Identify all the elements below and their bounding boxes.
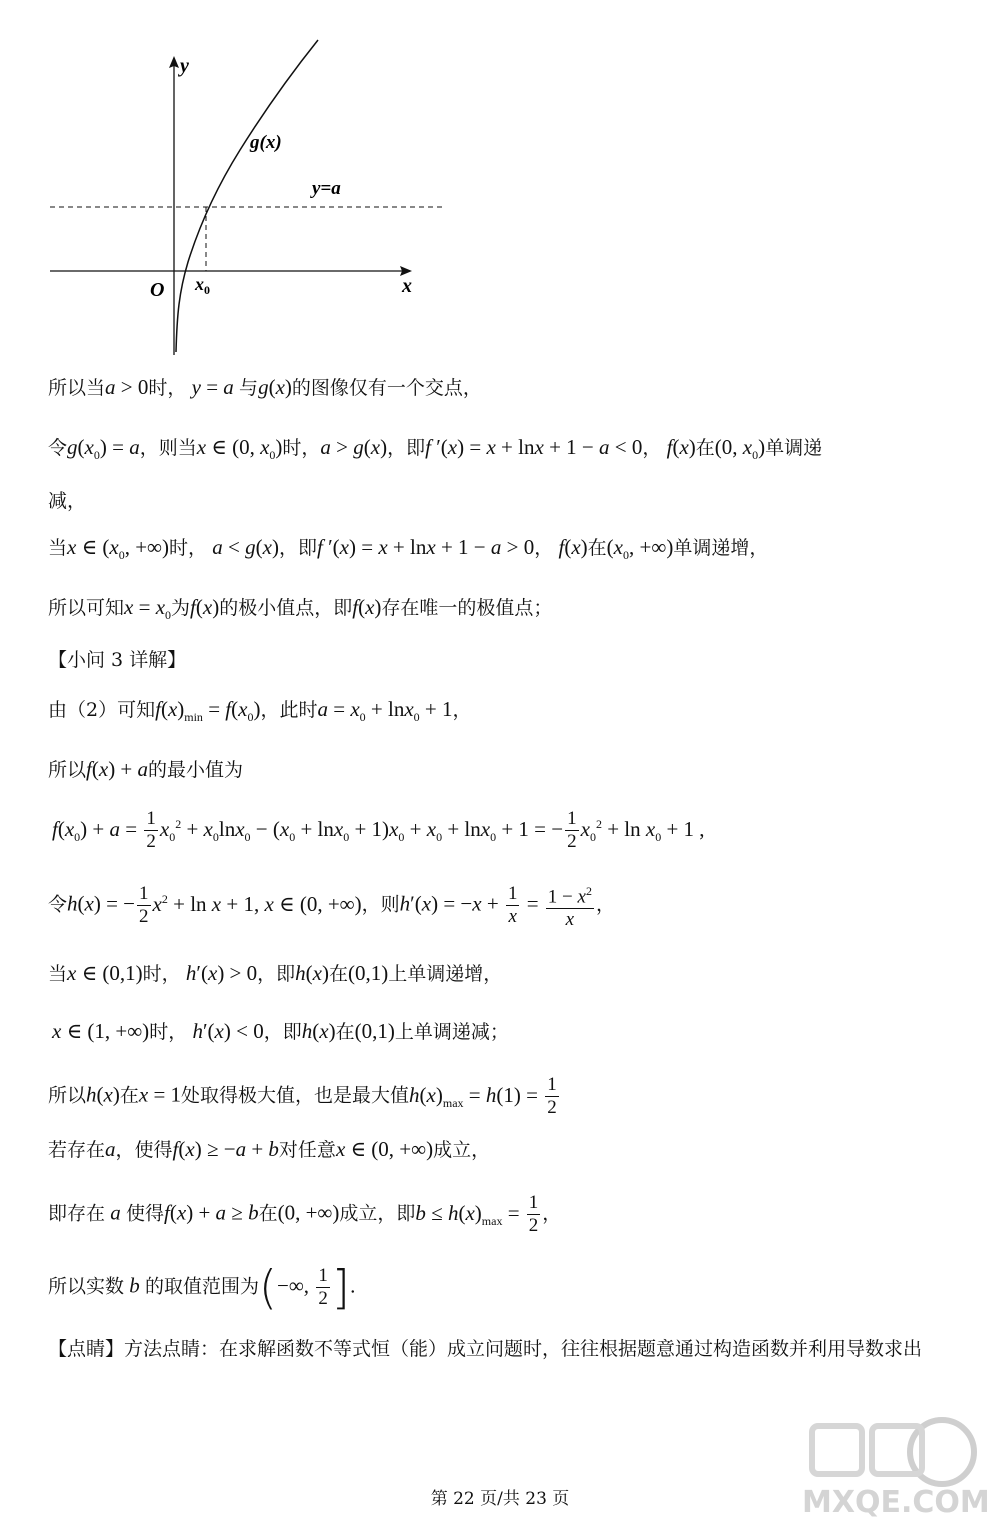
x-axis-label: x	[402, 275, 412, 297]
text-line-5: 所以可知$x = x_0$为f(x)的极小值点，即f(x)存在唯一的极值点；	[48, 595, 553, 623]
function-graph	[40, 30, 460, 360]
text-line-11: 当x ∈ (0,1)时， h′(x) > 0，即h(x)在(0,1)上单调递增，	[48, 961, 503, 985]
curve-g	[176, 40, 318, 352]
watermark-text: MXQE.COM	[802, 1485, 990, 1520]
text-line-1: 所以当a > 0时， y = a 与g(x)的图像仅有一个交点，	[48, 375, 482, 399]
text-line-15: 即存在 a 使得f(x) + a ≥ b在(0, +∞)成立，即$b \le h(x)_{max}$ = $\frac{1}{2}$ ，	[48, 1192, 562, 1236]
watermark-logo	[792, 1412, 992, 1522]
text-line-8: 所以f(x) + a的最小值为	[48, 757, 244, 781]
text-line-14: 若存在a，使得f(x) ≥ −a + b对任意x ∈ (0, +∞)成立，	[48, 1137, 491, 1161]
formula-min-value: $f(x_0) + a$ = $\frac{1}{2}$ $x_0^2 + x_0\ln x_0 - (x_0 + \ln x_0 + 1)x_0 + x_0 + \ln x_0 + 1$ = − $\frac{1}{2}$ $x_0^2 + \ln x_0 + 1$ ,	[52, 808, 705, 852]
text-line-16: 所以实数 b 的取值范围为(−∞, $\frac{1}{2}$ ].	[48, 1260, 356, 1315]
text-line-10: 令h(x) = − $\frac{1}{2}$ $x^2 + \ln x + 1$, x ∈ (0, +∞)，则h′(x) = −x + $\frac{1}{x}$ = $\frac{1 - x^2}{x}$ ，	[48, 880, 615, 931]
x0-label-sub: 0	[204, 283, 210, 297]
text-line-2: 令$g(x_0) = a$，则当x ∈ (0, $x_0$)时，a > g(x)，即f ′(x) = x + lnx + 1 − a < 0， f(x)在(0, $x_0$)单调递	[48, 435, 823, 463]
page-number: 第 22 页/共 23 页	[430, 1489, 570, 1509]
text-line-7: 由（2）可知$f(x)_{min} = f(x_0)$，此时$a = x_0 + \ln x_0 + 1$，	[48, 697, 472, 725]
section-heading: 【小问 3 详解】	[48, 649, 187, 671]
curve-label: g(x)	[250, 132, 282, 153]
line-label: y=a	[312, 178, 341, 199]
watermark-block-1	[812, 1426, 862, 1474]
text-line-4: 当x ∈ ($x_0$, +∞)时， a < g(x)，即f ′(x) = x + lnx + 1 − a > 0， f(x)在($x_0$, +∞)单调递增，	[48, 535, 769, 563]
text-line-13: 所以h(x)在x = 1处取得极大值，也是最大值$h(x)_{max} = h(1)$ = $\frac{1}{2}$	[48, 1074, 557, 1118]
text-line-3: 减，	[48, 490, 87, 512]
y-axis-label: y	[180, 55, 189, 77]
text-line-17: 【点睛】方法点睛：在求解函数不等式恒（能）成立问题时，往往根据题意通过构造函数并利用导数求出	[48, 1338, 923, 1360]
origin-label: O	[150, 279, 165, 301]
x0-label	[194, 274, 210, 297]
x0-label-main: x	[195, 274, 204, 294]
text-line-12: x ∈ (1, +∞)时， h′(x) < 0，即h(x)在(0,1)上单调递减；	[52, 1019, 509, 1043]
